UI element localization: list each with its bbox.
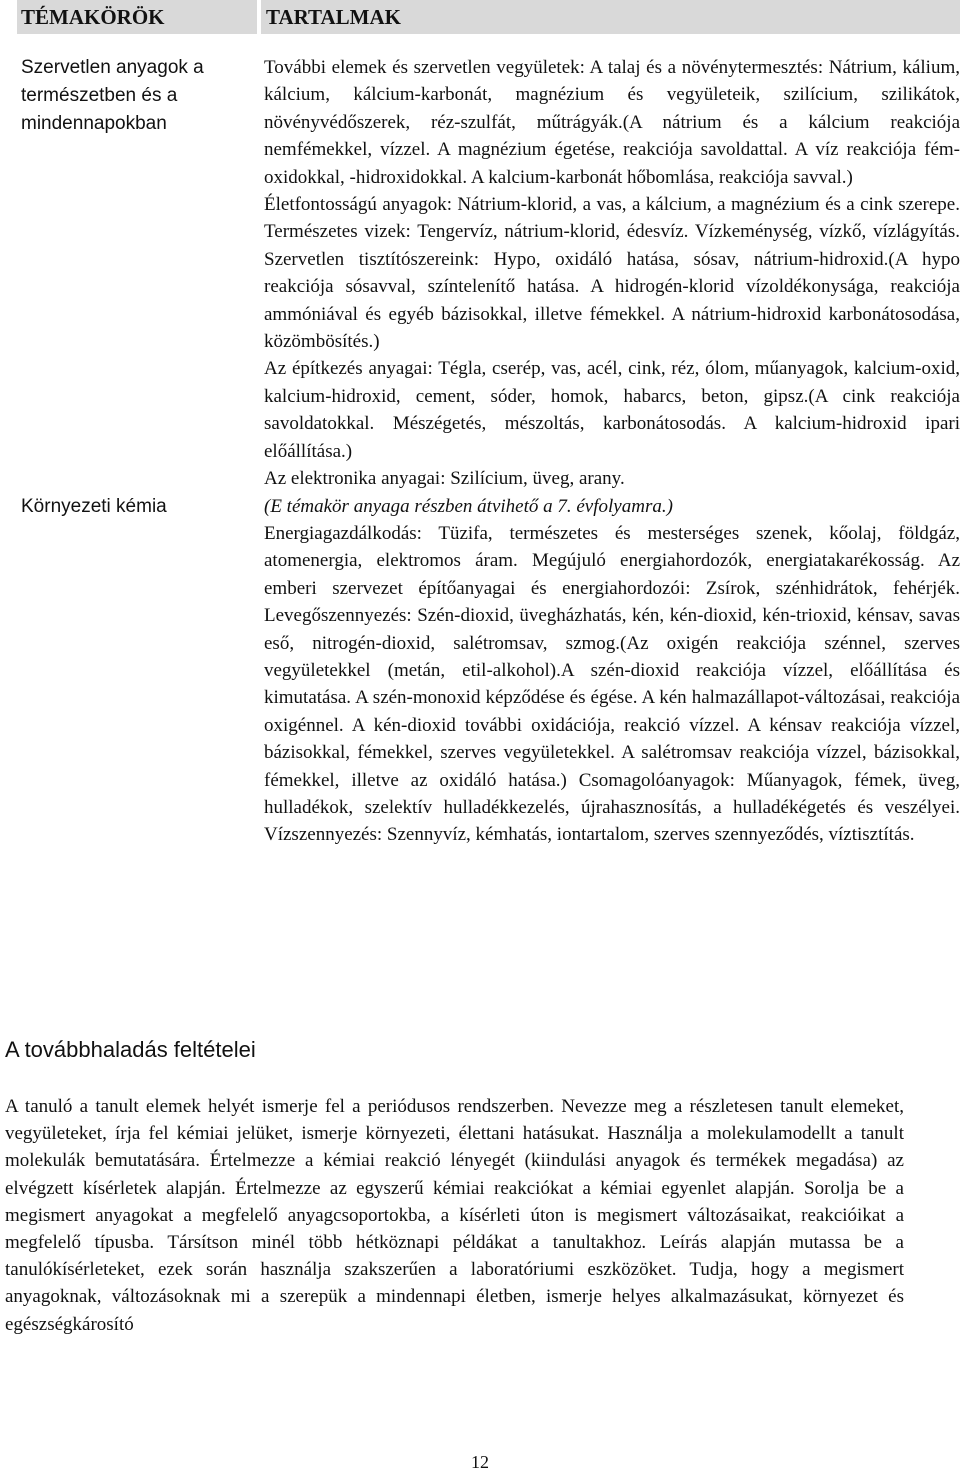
topic-name: Szervetlen anyagok a természetben és a mindennapokban [21, 57, 204, 134]
section-text: A tanuló a tanult elemek helyét ismerje fel a periódusos rendszerben. Nevezze meg a részletesen tanult elemeket, vegyületeket, írja fel kémiai jelüket, ismerje környezeti, élettani hatásukat. Használja a molekulamodellt a tanult molekulák bemutatására. Értelmezze a kémiai reakció lényegét (kiindulási anyagok és termékek megadása) az elvégzett kísérletek alapján. Értelmezze az egyszerű kémiai reakciókat a kémiai egyenlet alapján. Sorolja be a megismert anyagokat a megfelelő anyagcsoportokba, a kísérleti úton is megismert változásaikat, reakcióikat a megfelelő típusba. Társítson minél több hétköznapi példákat a tanultakhoz. Leírás alapján mutassa be a tanulókísérleteket, ezek során használja szakszerűen a laboratóriumi eszközöket. Tudja, hogy a megismert anyagoknak, változásoknak mi a szerepük a mindennapi életben, ismerje helyes alkalmazásukat, környezet és egészségkárosító [5, 1096, 904, 1335]
table-row [17, 493, 960, 849]
topic-content [259, 493, 960, 849]
table-row [17, 54, 960, 493]
page-number: 12 [471, 1452, 489, 1472]
content-paragraph: Az építkezés anyagai: Tégla, cserép, vas, acél, cink, réz, ólom, műanyagok, kalcium-oxid, kalcium-hidroxid, cement, sóder, homok, habarcs, beton, gipsz.(A cink reakciója savoldatokkal. Mészégetés, mészoltás, karbonátosodás. A kalcium-hidroxid ipari előállítása.) [264, 358, 960, 462]
topic-content [259, 54, 960, 493]
topic-name: Környezeti kémia [21, 495, 167, 517]
section-title: A továbbhaladás feltételei [5, 1037, 256, 1062]
header-content: TARTALMAK [259, 0, 960, 34]
content-paragraph: További elemek és szervetlen vegyületek: A talaj és a növénytermesztés: Nátrium, kálium, kálcium, kálcium-karbonát, magnézium és vegyületeik, szilícium, szilikátok, növényvédőszerek, réz-szulfát, műtrágyák.(A nátrium és a kálcium reakciója nemfémekkel, vízzel. A magnézium égetése, reakciója savoldattal. A víz reakciója fém-oxidokkal, -hidroxidokkal. A kalcium-karbonát hőbomlása, reakciója savval.) [264, 57, 960, 188]
table-header-row [17, 0, 960, 34]
content-paragraph: Energiagazdálkodás: Tüzifa, természetes és mesterséges szenek, kőolaj, földgáz, atomenergia, elektromos áram. Megújuló energiahordozók, energiatakarékosság. Az emberi szervezet építőanyagai és energiahordozói: Zsírok, szénhidrátok, fehérjék. Levegőszennyezés: Szén-dioxid, üvegházhatás, kén, kén-dioxid, kén-trioxid, kénsav, savas eső, nitrogén-dioxid, salétromsav, szmog.(Az oxigén reakciója szénnel, szerves vegyületekkel (metán, etil-alkohol).A szén-dioxid reakciója vízzel, előállítása és kimutatása. A szén-monoxid képződése és égése. A kén halmazállapot-változásai, reakciója oxigénnel. A kén-dioxid további oxidációja, reakció vízzel. A kénsav reakciója vízzel, bázisokkal, fémekkel, szerves vegyületekkel. A salétromsav reakciója vízzel, bázisokkal, fémekkel, illetve az oxidáló hatása.) Csomagolóanyagok: Műanyagok, fémek, üveg, hulladékok, szelektív hulladékkezelés, újrahasznosítás, a hulladékégetés és veszélyei. Vízszennyezés: Szennyvíz, kémhatás, iontartalom, szerves szennyeződés, víztisztítás. [264, 522, 960, 846]
content-paragraph: Életfontosságú anyagok: Nátrium-klorid, a vas, a kálcium, a magnézium és a cink szerepe. Természetes vizek: Tengervíz, nátrium-klorid, édesvíz. Vízkeménység, vízkő, vízlágyítás. Szervetlen tisztítószereink: Hypo, oxidáló hatása, sósav, nátrium-hidroxid.(A hypo reakciója sósavval, színtelenítő hatása. A hidrogén-klorid vízoldékonysága, reakciója ammóniával és egyéb bázisokkal, illetve fémekkel. A nátrium-hidroxid karbonátosodása, közömbösítés.) [264, 194, 960, 353]
content-paragraph: Az elektronika anyagai: Szilícium, üveg, arany. [264, 468, 625, 490]
topics-table [17, 0, 960, 849]
content-note: (E témakör anyaga részben átvihető a 7. évfolyamra.) [264, 495, 673, 517]
header-topics: TÉMAKÖRÖK [17, 0, 259, 34]
